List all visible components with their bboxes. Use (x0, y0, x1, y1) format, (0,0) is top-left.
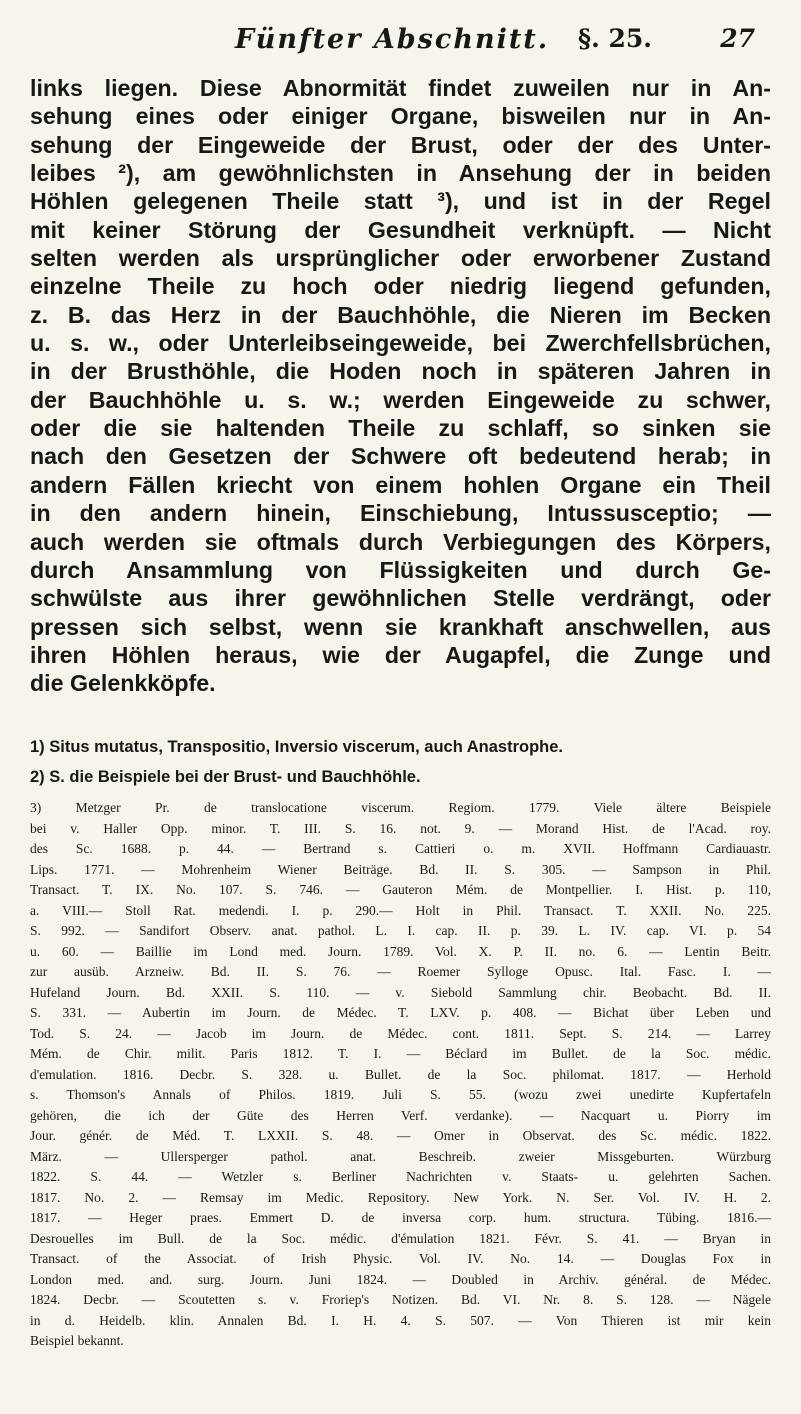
text-line: oder die sie haltenden Theile zu schlaff, so sinken sie (30, 415, 771, 442)
footnote-line: gehören, die ich der Güte des Herren Verf. verdanke). — Nacquart u. Piorry im (30, 1107, 771, 1123)
text-line: sehung eines oder einiger Organe, bisweilen nur in An- (30, 103, 771, 130)
footnote-line: in d. Heidelb. klin. Annalen Bd. I. H. 4. S. 507. — Von Thieren ist mir kein (30, 1312, 771, 1328)
footnote-line: Transact. of the Associat. of Irish Physic. Vol. IV. No. 14. — Douglas Fox in (30, 1251, 771, 1266)
text-line: auch werden sie oftmals durch Verbiegungen des Körpers, (30, 528, 771, 555)
footnote-line: Beispiel bekannt. (30, 1333, 124, 1348)
footnote-line: des Sc. 1688. p. 44. — Bertrand s. Cattieri o. m. XVII. Hoffmann Cardiauastr. (30, 841, 771, 856)
section-number: §. 25. (578, 24, 652, 53)
text-line: ihren Höhlen heraus, wie der Augapfel, die Zunge und (30, 641, 771, 668)
text-line: sehung der Eingeweide der Brust, oder der des Unter- (30, 131, 771, 158)
page-number: 27 (720, 24, 755, 53)
chapter-title: Fünfter Abschnitt. (235, 24, 550, 55)
footnote-line: Hufeland Journ. Bd. XXII. S. 110. — v. Siebold Sammlung chir. Beobacht. Bd. II. (30, 984, 771, 1000)
footnote-line: 1817. No. 2. — Remsay im Medic. Repository. New York. N. Ser. Vol. IV. H. 2. (30, 1189, 771, 1205)
footnote-line: S. 992. — Sandifort Observ. anat. pathol. L. I. cap. II. p. 39. L. IV. cap. VI. p. 54 (30, 923, 771, 938)
footnote-line: bei v. Haller Opp. minor. T. III. S. 16. not. 9. — Morand Hist. de l'Acad. roy. (30, 820, 771, 836)
footnote-line: 1824. Decbr. — Scoutetten s. v. Froriep's Notizen. Bd. VI. Nr. 8. S. 128. — Nägele (30, 1292, 771, 1307)
footnote-line: Lips. 1771. — Mohrenheim Wiener Beiträge. Bd. II. S. 305. — Sampson in Phil. (30, 861, 771, 877)
footnote-line: Mém. de Chir. milit. Paris 1812. T. I. — Béclard im Bullet. de la Soc. médic. (30, 1046, 771, 1061)
footnote-line: S. 331. — Aubertin im Journ. de Médec. T. LXV. p. 408. — Bichat über Leben und (30, 1005, 771, 1020)
running-header (235, 16, 755, 66)
text-line: leibes ²), am gewöhnlichsten in Ansehung der in beiden (30, 160, 771, 187)
footnote-line: März. — Ullersperger pathol. anat. Beschreib. zweier Missgeburten. Würzburg (30, 1148, 771, 1164)
footnote-2: 2) S. die Beispiele bei der Brust- und Bauchhöhle. (30, 768, 421, 786)
text-line: in den andern hinein, Einschiebung, Intussusceptio; — (30, 500, 771, 527)
footnote-line: London med. and. surg. Journ. Juni 1824. — Doubled in Archiv. général. de Médec. (30, 1271, 771, 1287)
text-line: schwülste aus ihrer gewöhnlichen Stelle verdrängt, oder (30, 585, 771, 612)
footnote-line: Tod. S. 24. — Jacob im Journ. de Médec. cont. 1811. Sept. S. 214. — Larrey (30, 1025, 771, 1041)
text-line: andern Fällen kriecht von einem hohlen Organe ein Theil (30, 471, 771, 498)
text-line: Höhlen gelegenen Theile statt ³), und ist in der Regel (30, 188, 771, 215)
text-line: einzelne Theile zu hoch oder niedrig liegend gefunden, (30, 273, 771, 300)
text-line: links liegen. Diese Abnormität findet zuweilen nur in An- (30, 75, 771, 101)
footnote-line: d'emulation. 1816. Decbr. S. 328. u. Bullet. de la Soc. philomat. 1817. — Herhold (30, 1066, 771, 1082)
footnote-line: 3) Metzger Pr. de translocatione viscerum. Regiom. 1779. Viele ältere Beispiele (30, 800, 771, 815)
footnote-line: 1822. S. 44. — Wetzler s. Berliner Nachrichten v. Staats- u. gelehrten Sachen. (30, 1169, 771, 1184)
footnote-line: u. 60. — Baillie im Lond med. Journ. 1789. Vol. X. P. II. no. 6. — Lentin Beitr. (30, 943, 771, 959)
footnote-line: 1817. — Heger praes. Emmert D. de inversa corp. hum. structura. Tübing. 1816.— (30, 1210, 771, 1225)
text-line: z. B. das Herz in der Bauchhöhle, die Nieren im Becken (30, 301, 771, 328)
text-line: pressen sich selbst, wenn sie krankhaft anschwellen, aus (30, 613, 771, 640)
footnote-line: Jour. génér. de Méd. T. LXXII. S. 48. — Omer in Observat. des Sc. médic. 1822. (30, 1128, 771, 1143)
text-line: mit keiner Störung der Gesundheit verknüpft. — Nicht (30, 216, 771, 243)
text-line: der Bauchhöhle u. s. w.; werden Eingeweide zu schwer, (30, 386, 771, 413)
footnote-line: Transact. T. IX. No. 107. S. 746. — Gauteron Mém. de Montpellier. I. Hist. p. 110, (30, 882, 771, 897)
text-line: die Gelenkköpfe. (30, 670, 216, 697)
text-line: selten werden als ursprünglicher oder erworbener Zustand (30, 245, 771, 272)
footnote-3 (30, 798, 771, 1352)
text-line: u. s. w., oder Unterleibseingeweide, bei Zwerchfellsbrüchen, (30, 330, 771, 357)
text-line: durch Ansammlung von Flüssigkeiten und durch Ge- (30, 556, 771, 583)
footnote-line: zur ausüb. Arzneiw. Bd. II. S. 76. — Roemer Sylloge Opusc. Ital. Fasc. I. — (30, 964, 771, 979)
main-paragraph (30, 74, 771, 698)
text-line: in der Brusthöhle, die Hoden noch in späteren Jahren in (30, 358, 771, 385)
footnote-line: s. Thomson's Annals of Philos. 1819. Juli S. 55. (wozu zwei unedirte Kupfertafeln (30, 1087, 771, 1102)
footnote-1: 1) Situs mutatus, Transpositio, Inversio viscerum, auch Anastrophe. (30, 738, 564, 756)
footnote-line: a. VIII.— Stoll Rat. medendi. I. p. 290.— Holt in Phil. Transact. T. XXII. No. 225. (30, 902, 771, 918)
footnote-line: Desrouelles im Bull. de la Soc. médic. d'émulation 1821. Févr. S. 41. — Bryan in (30, 1230, 771, 1246)
text-line: nach den Gesetzen der Schwere oft bedeutend herab; in (30, 443, 771, 470)
